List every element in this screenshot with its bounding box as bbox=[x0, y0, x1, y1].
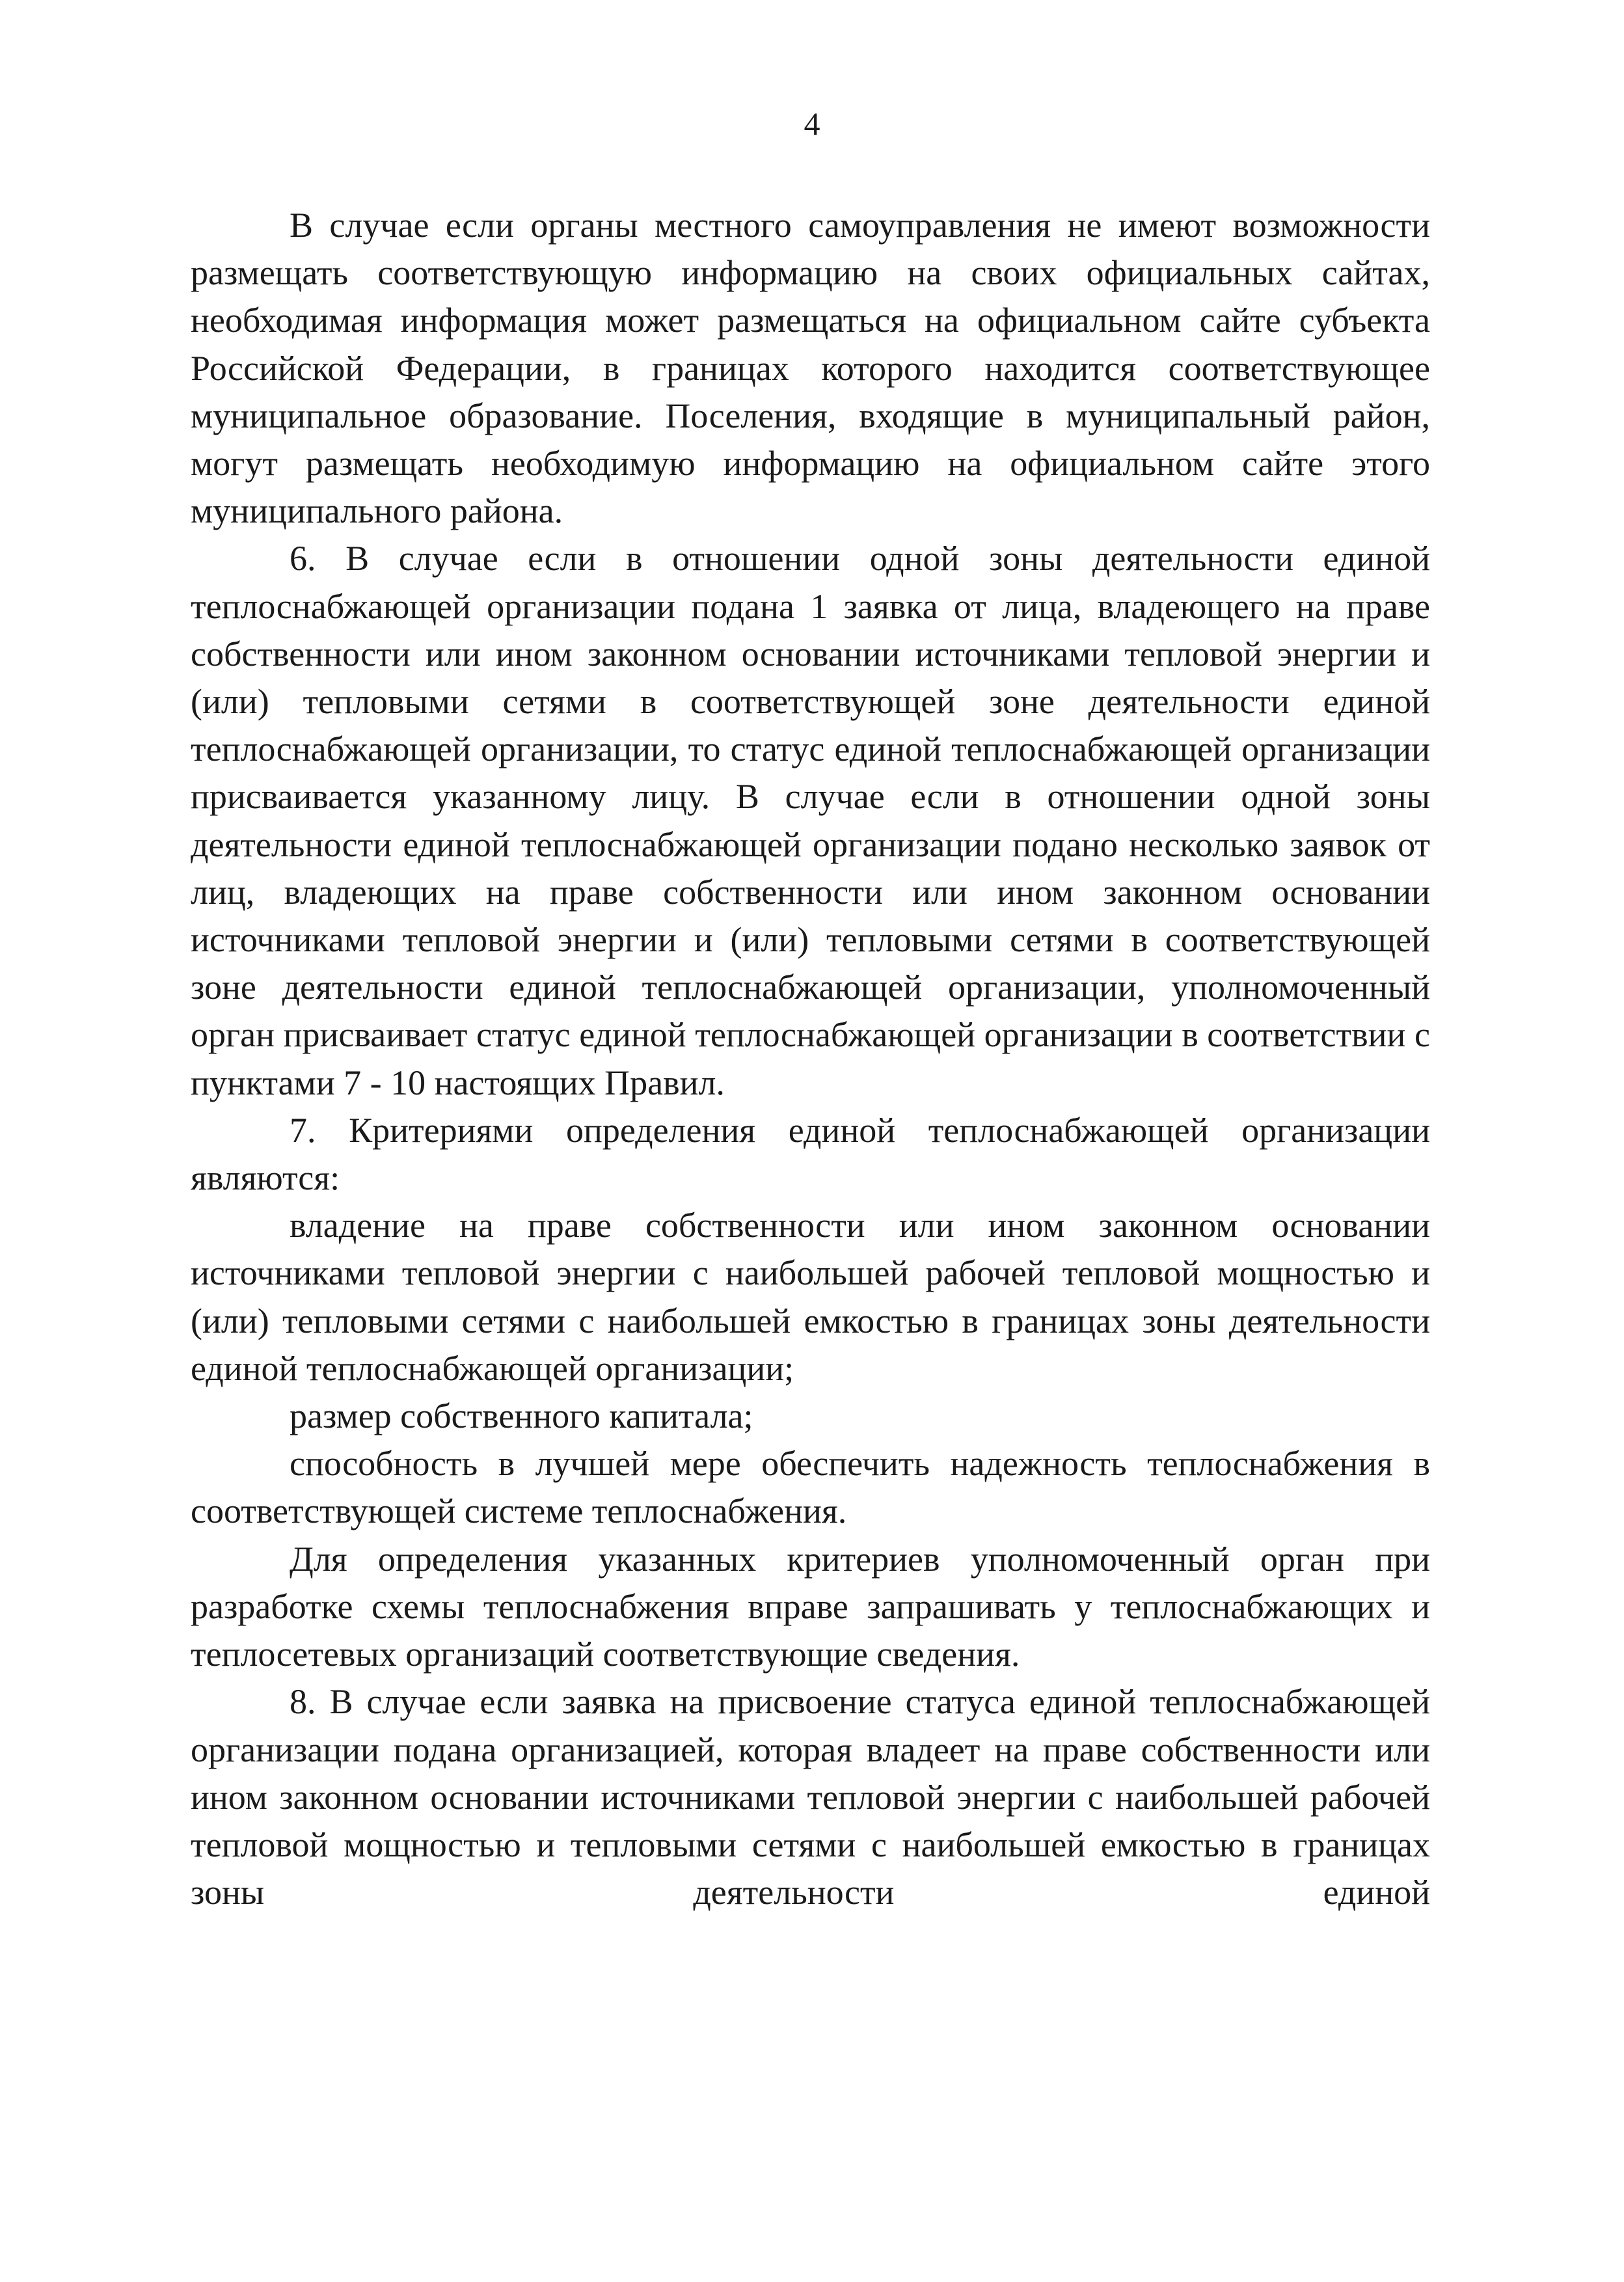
paragraph-item-8: 8. В случае если заявка на присвоение статуса единой теплоснабжающей организации подана организацией, которая владеет на праве собственности или ином законном основании источниками тепловой энергии с наибольшей рабочей тепловой мощностью и тепловыми сетями с наибольшей емкостью в границах зоны деятельности единой bbox=[191, 1682, 1430, 1912]
paragraph-criterion-capital: размер собственного капитала; bbox=[290, 1396, 753, 1436]
paragraph-criterion-ownership: владение на праве собственности или ином законном основании источниками тепловой энергии с наибольшей рабочей тепловой мощностью и (или) тепловыми сетями с наибольшей емкостью в границах зоны деятельности единой теплоснабжающей организации; bbox=[191, 1206, 1430, 1388]
page-number: 4 bbox=[804, 105, 820, 142]
paragraph-item-7: 7. Критериями определения единой теплоснабжающей организации являются: bbox=[191, 1110, 1430, 1198]
paragraph-criteria-request: Для определения указанных критериев уполномоченный орган при разработке схемы теплоснабжения вправе запрашивать у теплоснабжающих и теплосетевых организаций соответствующие сведения. bbox=[191, 1539, 1430, 1674]
paragraph-criterion-reliability: способность в лучшей мере обеспечить надежность теплоснабжения в соответствующей системе теплоснабжения. bbox=[191, 1444, 1430, 1531]
paragraph-local-government-sites: В случае если органы местного самоуправления не имеют возможности размещать соответствующую информацию на своих официальных сайтах, необходимая информация может размещаться на официальном сайте субъекта Российской Федерации, в границах которого находится соответствующее муниципальное образование. Поселения, входящие в муниципальный район, могут размещать необходимую информацию на официальном сайте этого муниципального района. bbox=[191, 206, 1430, 531]
document-body bbox=[191, 202, 1430, 1916]
paragraph-item-6: 6. В случае если в отношении одной зоны деятельности единой теплоснабжающей организации подана 1 заявка от лица, владеющего на праве собственности или ином законном основании источниками тепловой энергии и (или) тепловыми сетями в соответствующей зоне деятельности единой теплоснабжающей организации, то статус единой теплоснабжающей организации присваивается указанному лицу. В случае если в отношении одной зоны деятельности единой теплоснабжающей организации подано несколько заявок от лиц, владеющих на праве собственности или ином законном основании источниками тепловой энергии и (или) тепловыми сетями в соответствующей зоне деятельности единой теплоснабжающей организации, уполномоченный орган присваивает статус единой теплоснабжающей организации в соответствии с пунктами 7 - 10 настоящих Правил. bbox=[191, 539, 1430, 1102]
